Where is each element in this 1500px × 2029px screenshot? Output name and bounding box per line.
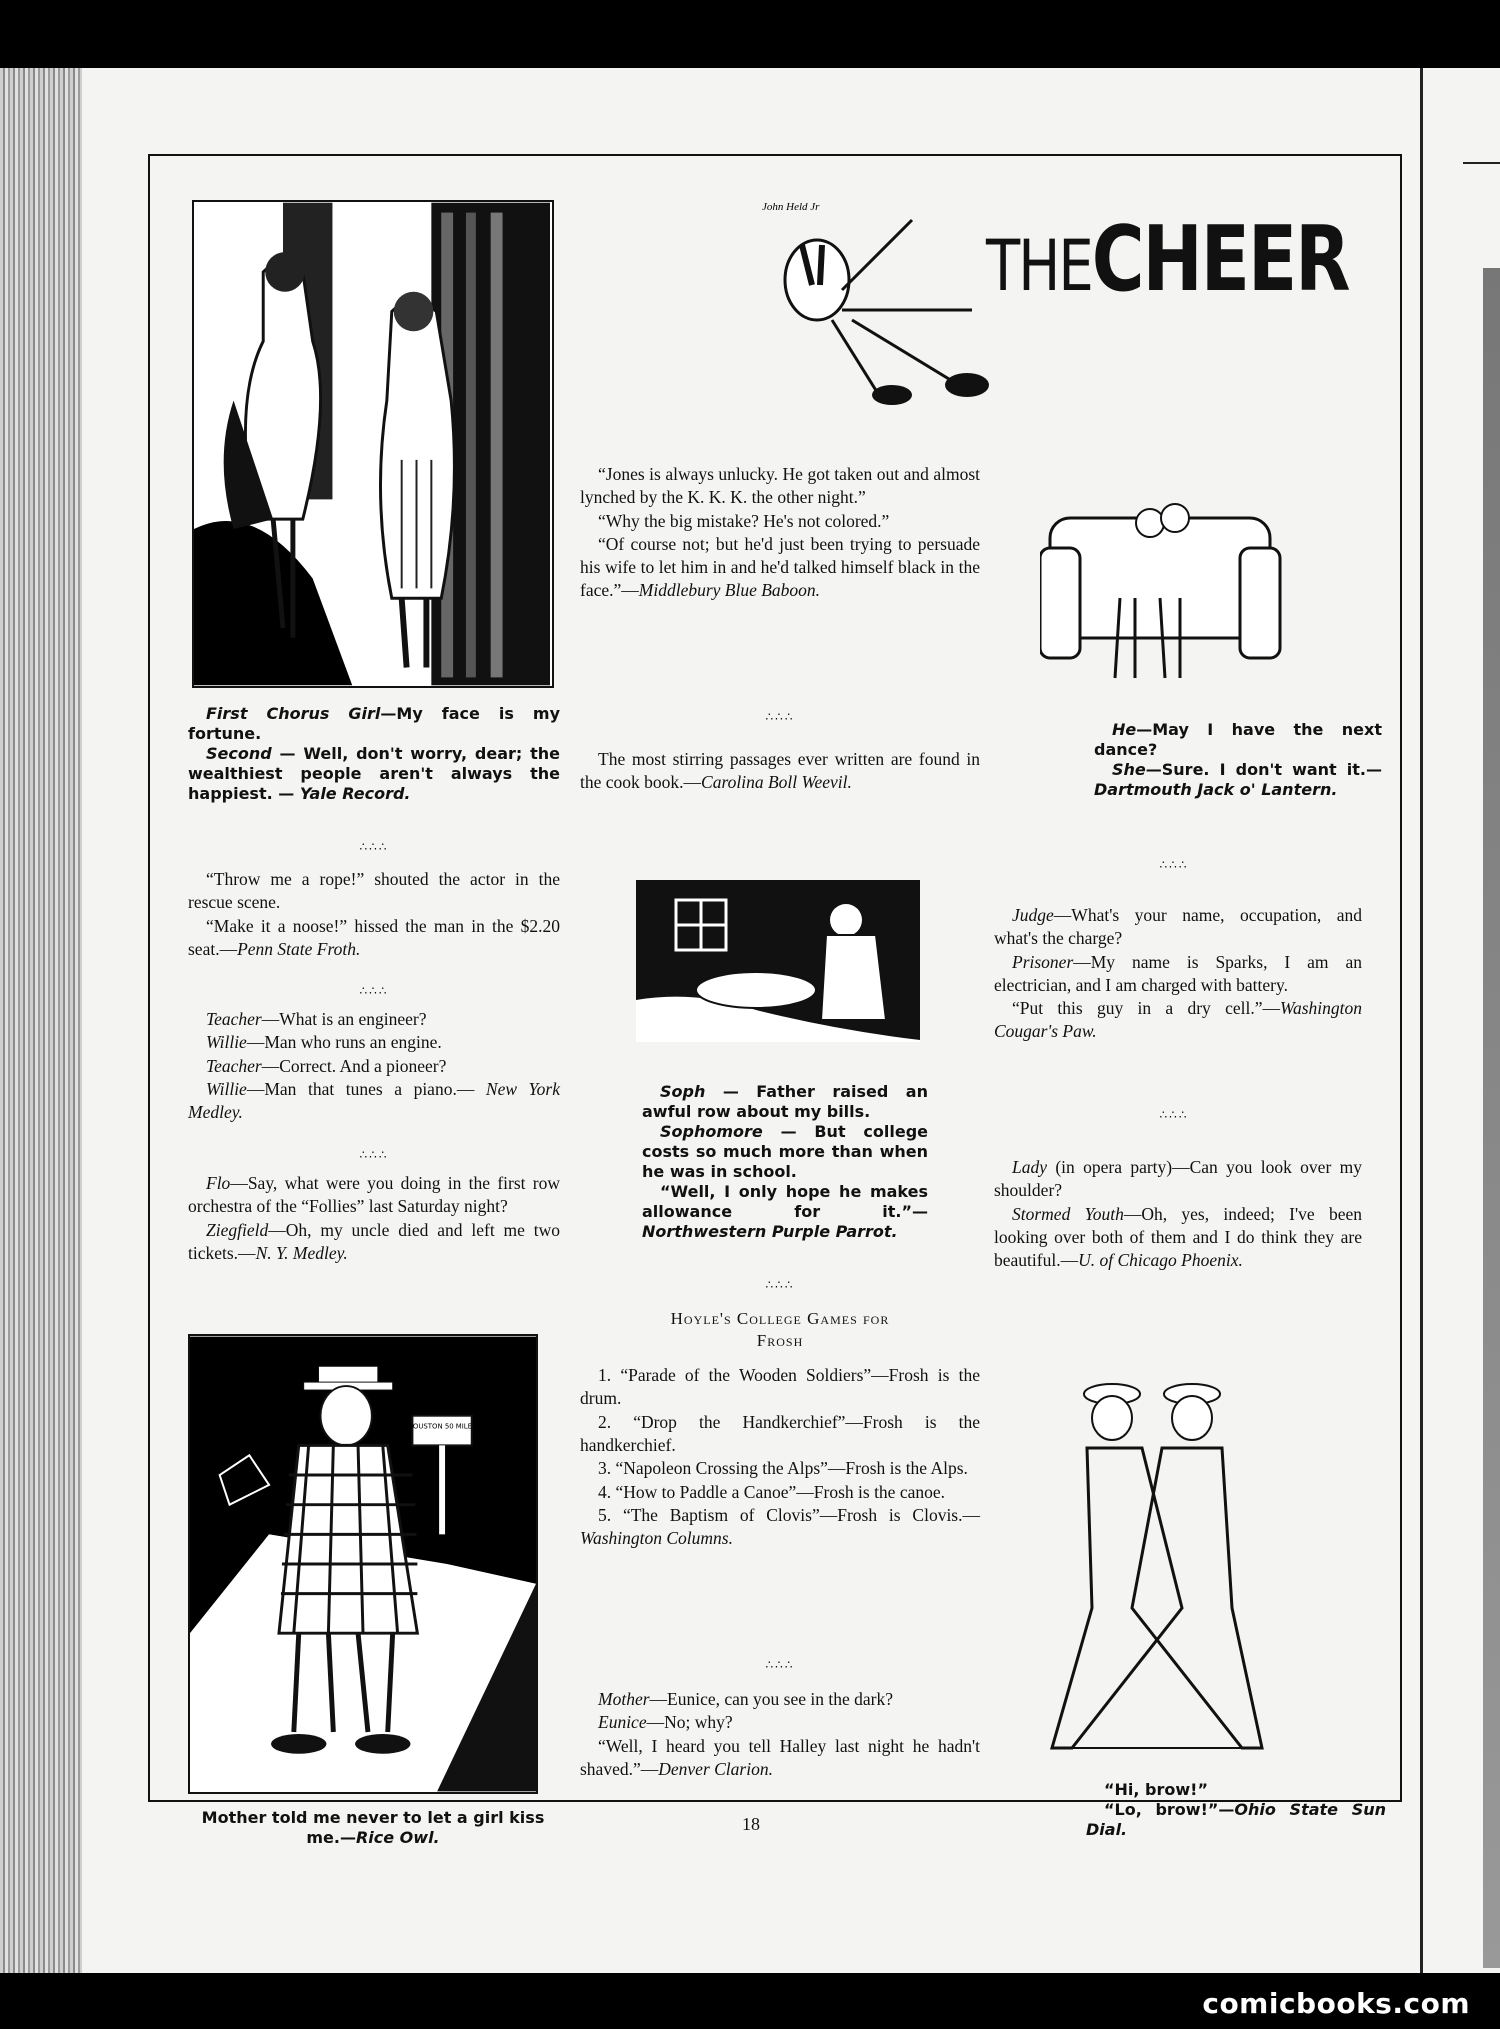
joke-engineer: Teacher—What is an engineer? Willie—Man who runs an engine. Teacher—Correct. And a pioneer? Willie—Man that tunes a piano.— New York Medley. [188,1009,561,1123]
separator: ∴∴∴ [765,1658,795,1672]
hoyle-item: 4. “How to Paddle a Canoe”—Frosh is the canoe. [598,1481,946,1502]
magazine-page [82,68,1420,1973]
top-black-bar [0,0,1500,68]
title-the: THE [986,226,1092,308]
dance-caption: He—May I have the next dance? She—Sure. I don't want it.—Dartmouth Jack o' Lantern. [1094,720,1382,799]
separator: ∴∴∴ [765,1278,795,1292]
hoyle-item: 1. “Parade of the Wooden Soldiers”—Frosh is the drum. [580,1365,980,1409]
sign-text: HOUSTON 50 MILES [407,1422,477,1431]
hoyle-games [580,1308,980,1550]
joke-shoulder: Lady (in opera party)—Can you look over my shoulder? Stormed Youth—Oh, yes, indeed; I've been looking over both of them and I do think they are beautiful.—U. of Chicago Phoenix. [994,1157,1362,1271]
separator: ∴∴∴ [765,710,795,724]
separator: ∴∴∴ [1159,1108,1189,1122]
hoyle-heading: Hoyle's College Games for Frosh [670,1309,890,1351]
joke-cook-book: The most stirring passages ever written are found in the cook book.—Carolina Boll Weevil. [580,749,980,793]
chorus-girls-illustration [192,200,554,688]
section-title [986,206,1349,311]
couple-on-sofa-illustration [1040,478,1284,696]
mother-kiss-caption: Mother told me never to let a girl kiss me.—Rice Owl. [201,1808,545,1847]
book-spine-page-edges [0,68,82,1973]
separator: ∴∴∴ [1159,858,1189,872]
joke-kkk: “Jones is always unlucky. He got taken out and almost lynched by the K. K. K. the other night.” “Why the big mistake? He's not colored.” “Of course not; but he'd just been trying to persuade his wife to let him in and he'd talked himself black in the face.”—Middlebury Blue Baboon. [580,464,980,601]
separator: ∴∴∴ [359,984,389,998]
soph-father-illustration [636,880,920,1042]
hoyle-item: 5. “The Baptism of Clovis”—Frosh is Clovis.—Washington Columns. [580,1504,980,1549]
joke-eunice: Mother—Eunice, can you see in the dark? Eunice—No; why? “Well, I heard you tell Halley last night he hadn't shaved.”—Denver Clarion. [580,1689,980,1779]
separator: ∴∴∴ [359,1148,389,1162]
artist-signature: John Held Jr [762,201,820,213]
joke-follies: Flo—Say, what were you doing in the first row orchestra of the “Follies” last Saturday night? Ziegfield—Oh, my uncle died and left me two tickets.—N. Y. Medley. [188,1173,560,1263]
chorus-girl-caption: First Chorus Girl—My face is my fortune. Second — Well, don't worry, dear; the wealthiest people aren't always the happiest. — Yale Record. [188,704,560,803]
separator: ∴∴∴ [359,840,389,854]
facing-page-edge [1420,68,1500,1973]
title-cheer: CHEER [1091,206,1349,311]
joke-rope: “Throw me a rope!” shouted the actor in the rescue scene. “Make it a noose!” hissed the man in the $2.20 seat.—Penn State Froth. [188,869,560,959]
brow-caption: “Hi, brow!” “Lo, brow!”—Ohio State Sun Dial. [1086,1780,1386,1839]
joke-sparks: Judge—What's your name, occupation, and what's the charge? Prisoner—My name is Sparks, I am an electrician, and I am charged with battery. “Put this guy in a dry cell.”—Washington Cougar's Paw. [994,905,1362,1042]
soph-father-caption: Soph — Father raised an awful row about my bills. Sophomore — But college costs so much more than when he was in school. “Well, I only hope he makes allowance for it.”—Northwestern Purple Parrot. [642,1082,928,1241]
cheer-leader-drawing [742,190,992,412]
watermark: comicbooks.com [1202,1987,1470,2020]
two-men-pipes-illustration [1032,1368,1272,1764]
page-number: 18 [742,1814,760,1834]
plaid-coat-man-illustration [188,1334,538,1794]
hoyle-item: 3. “Napoleon Crossing the Alps”—Frosh is the Alps. [598,1458,968,1479]
hoyle-item: 2. “Drop the Handkerchief”—Frosh is the handkerchief. [580,1411,980,1455]
